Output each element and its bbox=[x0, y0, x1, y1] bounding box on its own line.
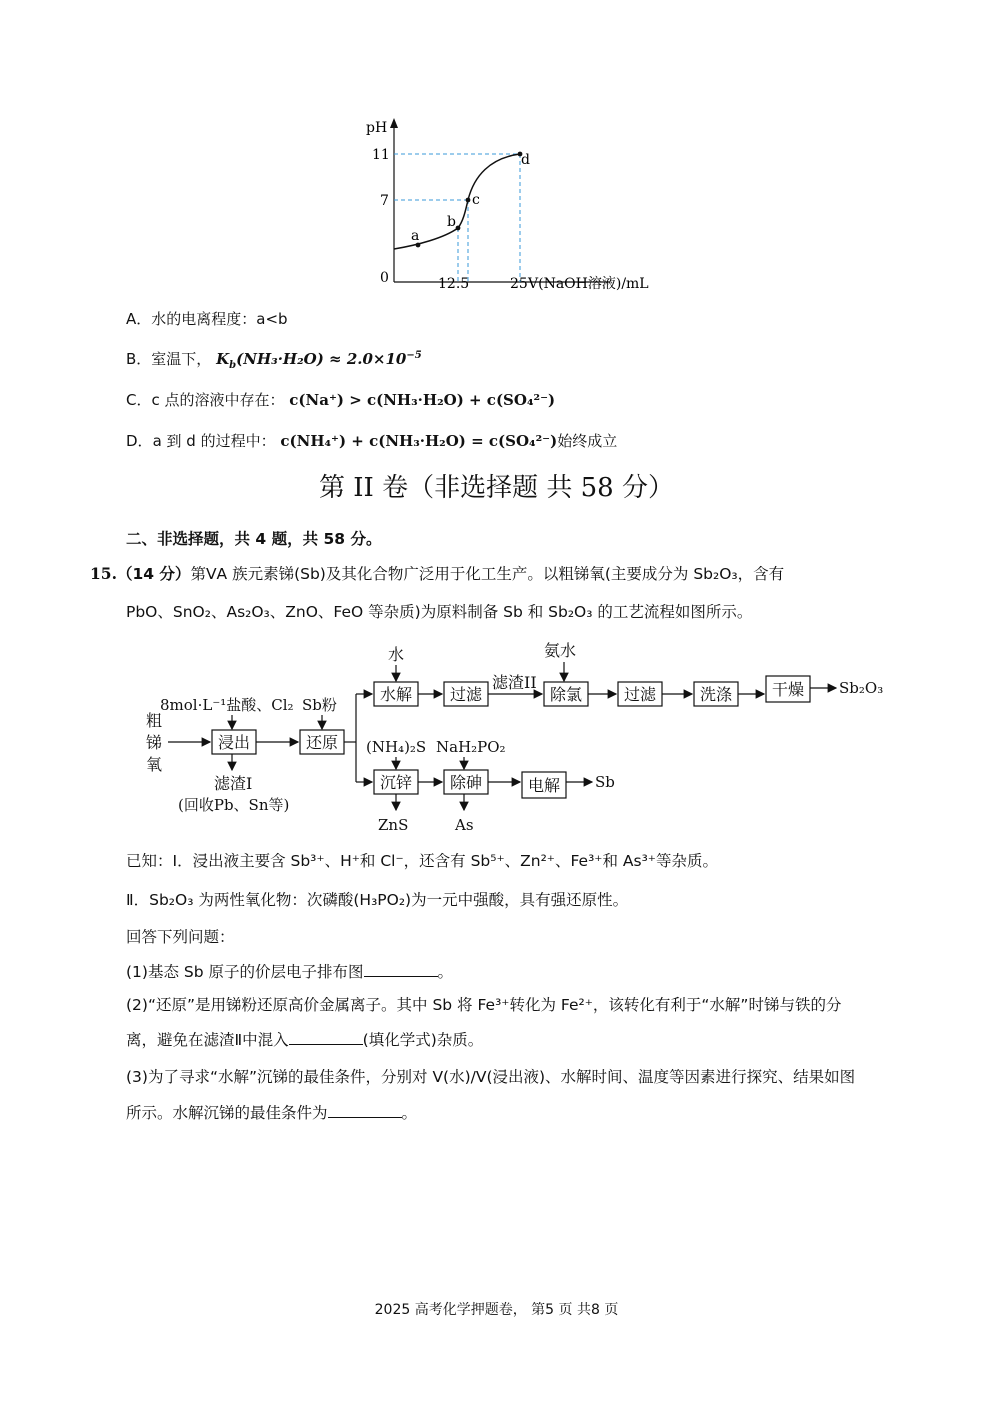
option-d-formula: c(NH₄⁺) + c(NH₃·H₂O) = c(SO₄²⁻) bbox=[280, 432, 558, 450]
q15-number: 15. bbox=[90, 564, 117, 583]
box-filter-1-label: 过滤 bbox=[450, 685, 483, 704]
reagent-ammonia: 氨水 bbox=[544, 641, 577, 660]
residue-1-note: (回收Pb、Sn等) bbox=[178, 796, 290, 814]
raw-char-3: 氧 bbox=[146, 755, 163, 774]
box-arsenic-removal-label: 除砷 bbox=[450, 773, 483, 792]
y-axis-label: pH bbox=[366, 120, 388, 136]
question-3-text: 所示。水解沉锑的最佳条件为 bbox=[126, 1104, 328, 1122]
x-tick-25: 25 bbox=[510, 276, 528, 292]
box-dechlorination-label: 除氯 bbox=[550, 685, 583, 704]
reagent-nh4-2s: (NH₄)₂S bbox=[366, 738, 427, 756]
section-title: 第 II 卷（非选择题 共 58 分） bbox=[319, 473, 674, 503]
q15-line1 bbox=[90, 563, 784, 585]
answer-blank-3[interactable] bbox=[328, 1103, 402, 1118]
raw-char-2: 锑 bbox=[146, 733, 163, 752]
option-c bbox=[126, 389, 555, 411]
known-line1: 已知：Ⅰ．浸出液主要含 Sb³⁺、H⁺和 Cl⁻，还含有 Sb⁵⁺、Zn²⁺、Fe³⁺和 As³⁺等杂质。 bbox=[126, 852, 718, 870]
residue-1: 滤渣I bbox=[214, 774, 253, 793]
question-2-line1: (2)“还原”是用锑粉还原高价金属离子。其中 Sb 将 Fe³⁺转化为 Fe²⁺，该转化有利于“水解”时锑与铁的分 bbox=[126, 996, 842, 1014]
known-line2: Ⅱ．Sb₂O₃ 为两性氧化物：次磷酸(H₃PO₂)为一元中强酸，具有强还原性。 bbox=[126, 891, 629, 909]
q15-intro-line2: PbO、SnO₂、As₂O₃、ZnO、FeO 等杂质)为原料制备 Sb 和 Sb₂O₃ 的工艺流程如图所示。 bbox=[126, 603, 753, 621]
byproduct-as: As bbox=[455, 816, 474, 834]
question-1-text: (1)基态 Sb 原子的价层电子排布图 bbox=[126, 963, 364, 981]
option-c-label: C． bbox=[126, 391, 152, 409]
reagent-nah2po2: NaH₂PO₂ bbox=[436, 738, 506, 756]
option-d-label: D． bbox=[126, 432, 153, 450]
box-leach-label: 浸出 bbox=[218, 733, 251, 752]
product-sb: Sb bbox=[595, 773, 615, 791]
box-electrolysis-label: 电解 bbox=[528, 776, 561, 795]
point-d-label: d bbox=[521, 152, 530, 168]
point-b-label: b bbox=[447, 214, 456, 230]
point-c bbox=[466, 198, 471, 203]
option-a-label: A． bbox=[126, 310, 152, 328]
question-2-text: 离，避免在滤渣Ⅱ中混入 bbox=[126, 1031, 289, 1049]
option-d-tail: 始终成立 bbox=[557, 432, 618, 450]
box-wash-label: 洗涤 bbox=[700, 685, 733, 704]
process-flow-diagram bbox=[140, 636, 900, 836]
point-a-label: a bbox=[411, 228, 420, 244]
box-dry-label: 干燥 bbox=[772, 680, 805, 699]
answer-blank-2[interactable] bbox=[289, 1030, 363, 1045]
option-d-text: a 到 d 的过程中： bbox=[152, 432, 276, 450]
answer-blank-1[interactable] bbox=[364, 962, 438, 977]
y-tick-7: 7 bbox=[380, 193, 389, 209]
q15-intro-line1: 第ⅤA 族元素锑(Sb)及其化合物广泛用于化工生产。以粗锑氧(主要成分为 Sb₂O₃，含有 bbox=[190, 565, 785, 583]
product-sb2o3: Sb₂O₃ bbox=[839, 679, 884, 697]
option-b-formula: $K_b(NH_3\cdot H_2O) \approx 2.0\times 10^{-5}$ bbox=[216, 350, 422, 371]
option-b-text: 室温下， bbox=[151, 350, 212, 368]
question-1-end: 。 bbox=[437, 963, 454, 981]
x-tick-12.5: 12.5 bbox=[438, 276, 470, 292]
origin-label: 0 bbox=[380, 270, 389, 286]
option-a bbox=[126, 308, 288, 330]
box-hydrolysis-label: 水解 bbox=[380, 685, 413, 704]
box-zinc-precip-label: 沉锌 bbox=[380, 773, 413, 792]
question-1 bbox=[126, 961, 453, 983]
x-axis-label: V(NaOH溶液)/mL bbox=[528, 276, 649, 292]
box-reduce-label: 还原 bbox=[306, 733, 339, 752]
box-filter-2-label: 过滤 bbox=[624, 685, 657, 704]
residue-2: 滤渣II bbox=[492, 673, 537, 692]
part-heading: 二、非选择题，共 4 题，共 58 分。 bbox=[126, 530, 382, 548]
point-c-label: c bbox=[472, 192, 480, 208]
reagent-hcl-cl2: 8mol·L⁻¹盐酸、Cl₂ bbox=[160, 696, 294, 714]
point-b bbox=[456, 226, 461, 231]
question-3-line1: (3)为了寻求“水解”沉锑的最佳条件，分别对 V(水)/V(浸出液)、水解时间、温度等因素进行探究、结果如图 bbox=[126, 1068, 856, 1086]
option-a-text: 水的电离程度：a<b bbox=[151, 310, 288, 328]
option-b bbox=[126, 345, 422, 377]
page-footer: 2025 高考化学押题卷， 第5 页 共8 页 bbox=[374, 1302, 619, 1318]
q15-score: （14 分） bbox=[116, 565, 191, 583]
option-b-label: B． bbox=[126, 350, 152, 368]
question-2-line2 bbox=[126, 1029, 483, 1051]
y-tick-11: 11 bbox=[372, 147, 390, 163]
option-d bbox=[126, 430, 617, 452]
question-3-end: 。 bbox=[401, 1104, 418, 1122]
titration-graph bbox=[340, 112, 680, 302]
question-3-line2 bbox=[126, 1102, 417, 1124]
reagent-water: 水 bbox=[388, 645, 405, 664]
byproduct-zns: ZnS bbox=[378, 816, 409, 834]
question-2-end: (填化学式)杂质。 bbox=[362, 1031, 484, 1049]
option-c-formula: c(Na⁺) > c(NH₃·H₂O) + c(SO₄²⁻) bbox=[289, 391, 556, 409]
raw-char-1: 粗 bbox=[146, 711, 163, 730]
questions-lead: 回答下列问题： bbox=[126, 928, 235, 946]
option-c-text: c 点的溶液中存在： bbox=[151, 391, 285, 409]
reagent-sb-powder: Sb粉 bbox=[302, 696, 337, 714]
